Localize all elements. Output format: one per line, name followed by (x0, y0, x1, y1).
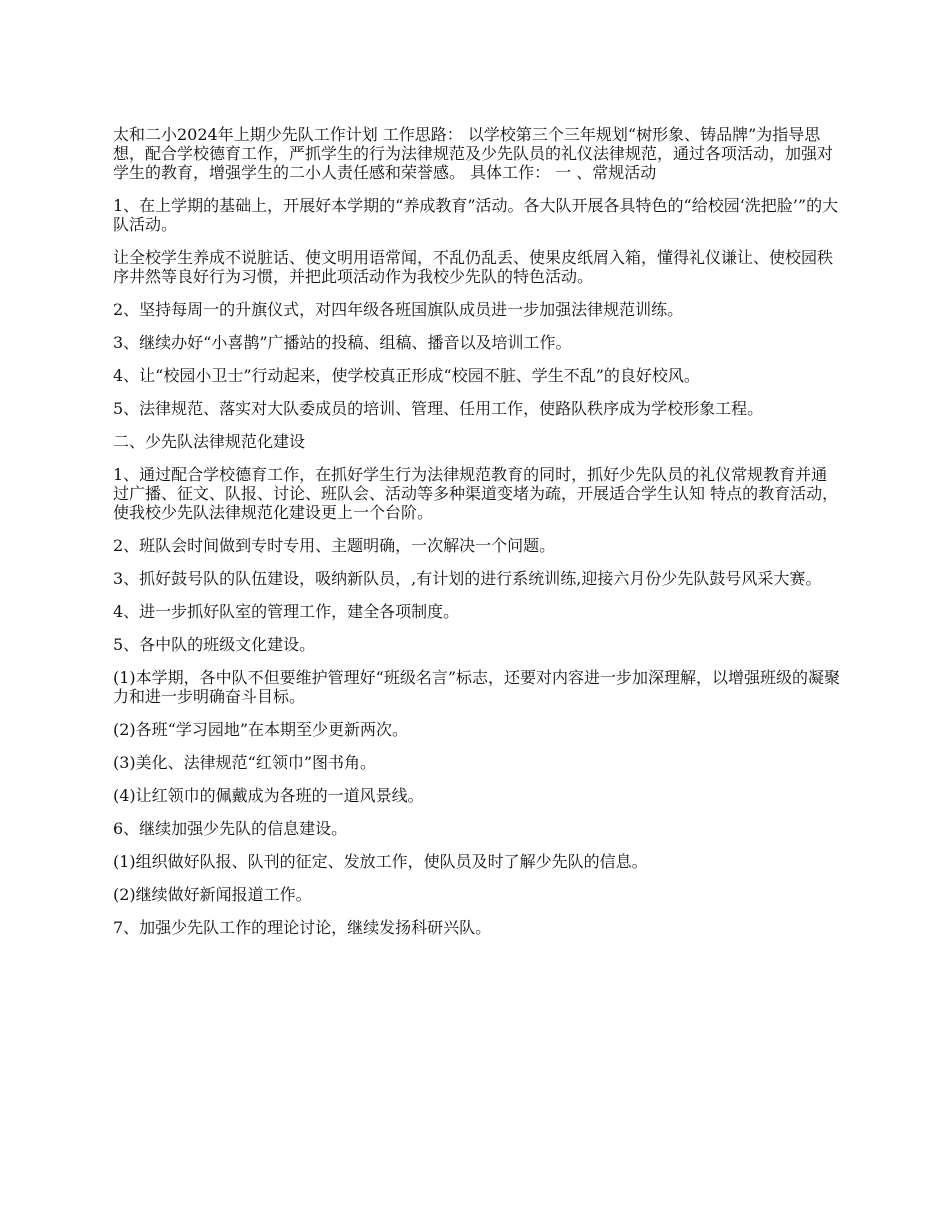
paragraph-subitem: (1)组织做好队报、队刊的征定、发放工作，使队员及时了解少先队的信息。 (113, 852, 648, 871)
paragraph-item: 5、法律规范、落实对大队委成员的培训、管理、任用工作，使路队秩序成为学校形象工程。 (113, 399, 764, 418)
paragraph-item: 6、继续加强少先队的信息建设。 (113, 819, 348, 838)
paragraph-item: 2、班队会时间做到专时专用、主题明确，一次解决一个问题。 (113, 536, 556, 555)
paragraph-item: 4、让“校园小卫士”行动起来，使学校真正形成“校园不脏、学生不乱”的良好校风。 (113, 366, 700, 385)
paragraph-item: 4、进一步抓好队室的管理工作，建全各项制度。 (113, 602, 460, 621)
section-heading: 二、少先队法律规范化建设 (113, 432, 306, 451)
paragraph-item: 1、通过配合学校德育工作，在抓好学生行为法律规范教育的同时，抓好少先队员的礼仪常规教育并通过广播、征文、队报、讨论、班队会、活动等多种渠道变堵为疏，开展适合学生认知 特点的教育活动，使我校少先队法律规范化建设更上一个台阶。 (113, 465, 839, 522)
paragraph-subitem: (3)美化、法律规范“红领巾”图书角。 (113, 753, 377, 772)
paragraph-item: 3、继续办好“小喜鹊”广播站的投稿、组稿、播音以及培训工作。 (113, 333, 572, 352)
paragraph-item: 3、抓好鼓号队的队伍建设，吸纳新队员，,有计划的进行系统训练,迎接六月份少先队鼓号风采大赛。 (113, 569, 822, 588)
paragraph-item: 5、各中队的班级文化建设。 (113, 635, 316, 654)
paragraph-subitem: (2)继续做好新闻报道工作。 (113, 885, 312, 904)
document-page (113, 125, 843, 951)
paragraph-item: 1、在上学期的基础上，开展好本学期的“养成教育”活动。各大队开展各具特色的“给校园‘洗把脸’”的大队活动。 (113, 196, 839, 234)
paragraph-intro: 太和二小2024年上期少先队工作计划 工作思路： 以学校第三个三年规划“树形象、铸品牌”为指导思想，配合学校德育工作，严抓学生的行为法律规范及少先队员的礼仪法律规范，通过各项活动，加强对学生的教育，增强学生的二小人责任感和荣誉感。 具体工作： 一 、常规活动 (113, 125, 834, 182)
paragraph-item: 2、坚持每周一的升旗仪式，对四年级各班国旗队成员进一步加强法律规范训练。 (113, 300, 684, 319)
paragraph-item: 7、加强少先队工作的理论讨论，继续发扬科研兴队。 (113, 918, 492, 937)
paragraph-subitem: (1)本学期，各中队不但要维护管理好“班级名言”标志，还要对内容进一步加深理解，以增强班级的凝聚力和进一步明确奋斗目标。 (113, 668, 841, 706)
paragraph-subitem: (4)让红领巾的佩戴成为各班的一道风景线。 (113, 786, 424, 805)
paragraph-subitem: (2)各班“学习园地”在本期至少更新两次。 (113, 720, 409, 739)
paragraph-text: 让全校学生养成不说脏话、使文明用语常闻，不乱仍乱丢、使果皮纸屑入箱，懂得礼仪谦让、使校园秩序井然等良好行为习惯，并把此项活动作为我校少先队的特色活动。 (113, 248, 834, 286)
